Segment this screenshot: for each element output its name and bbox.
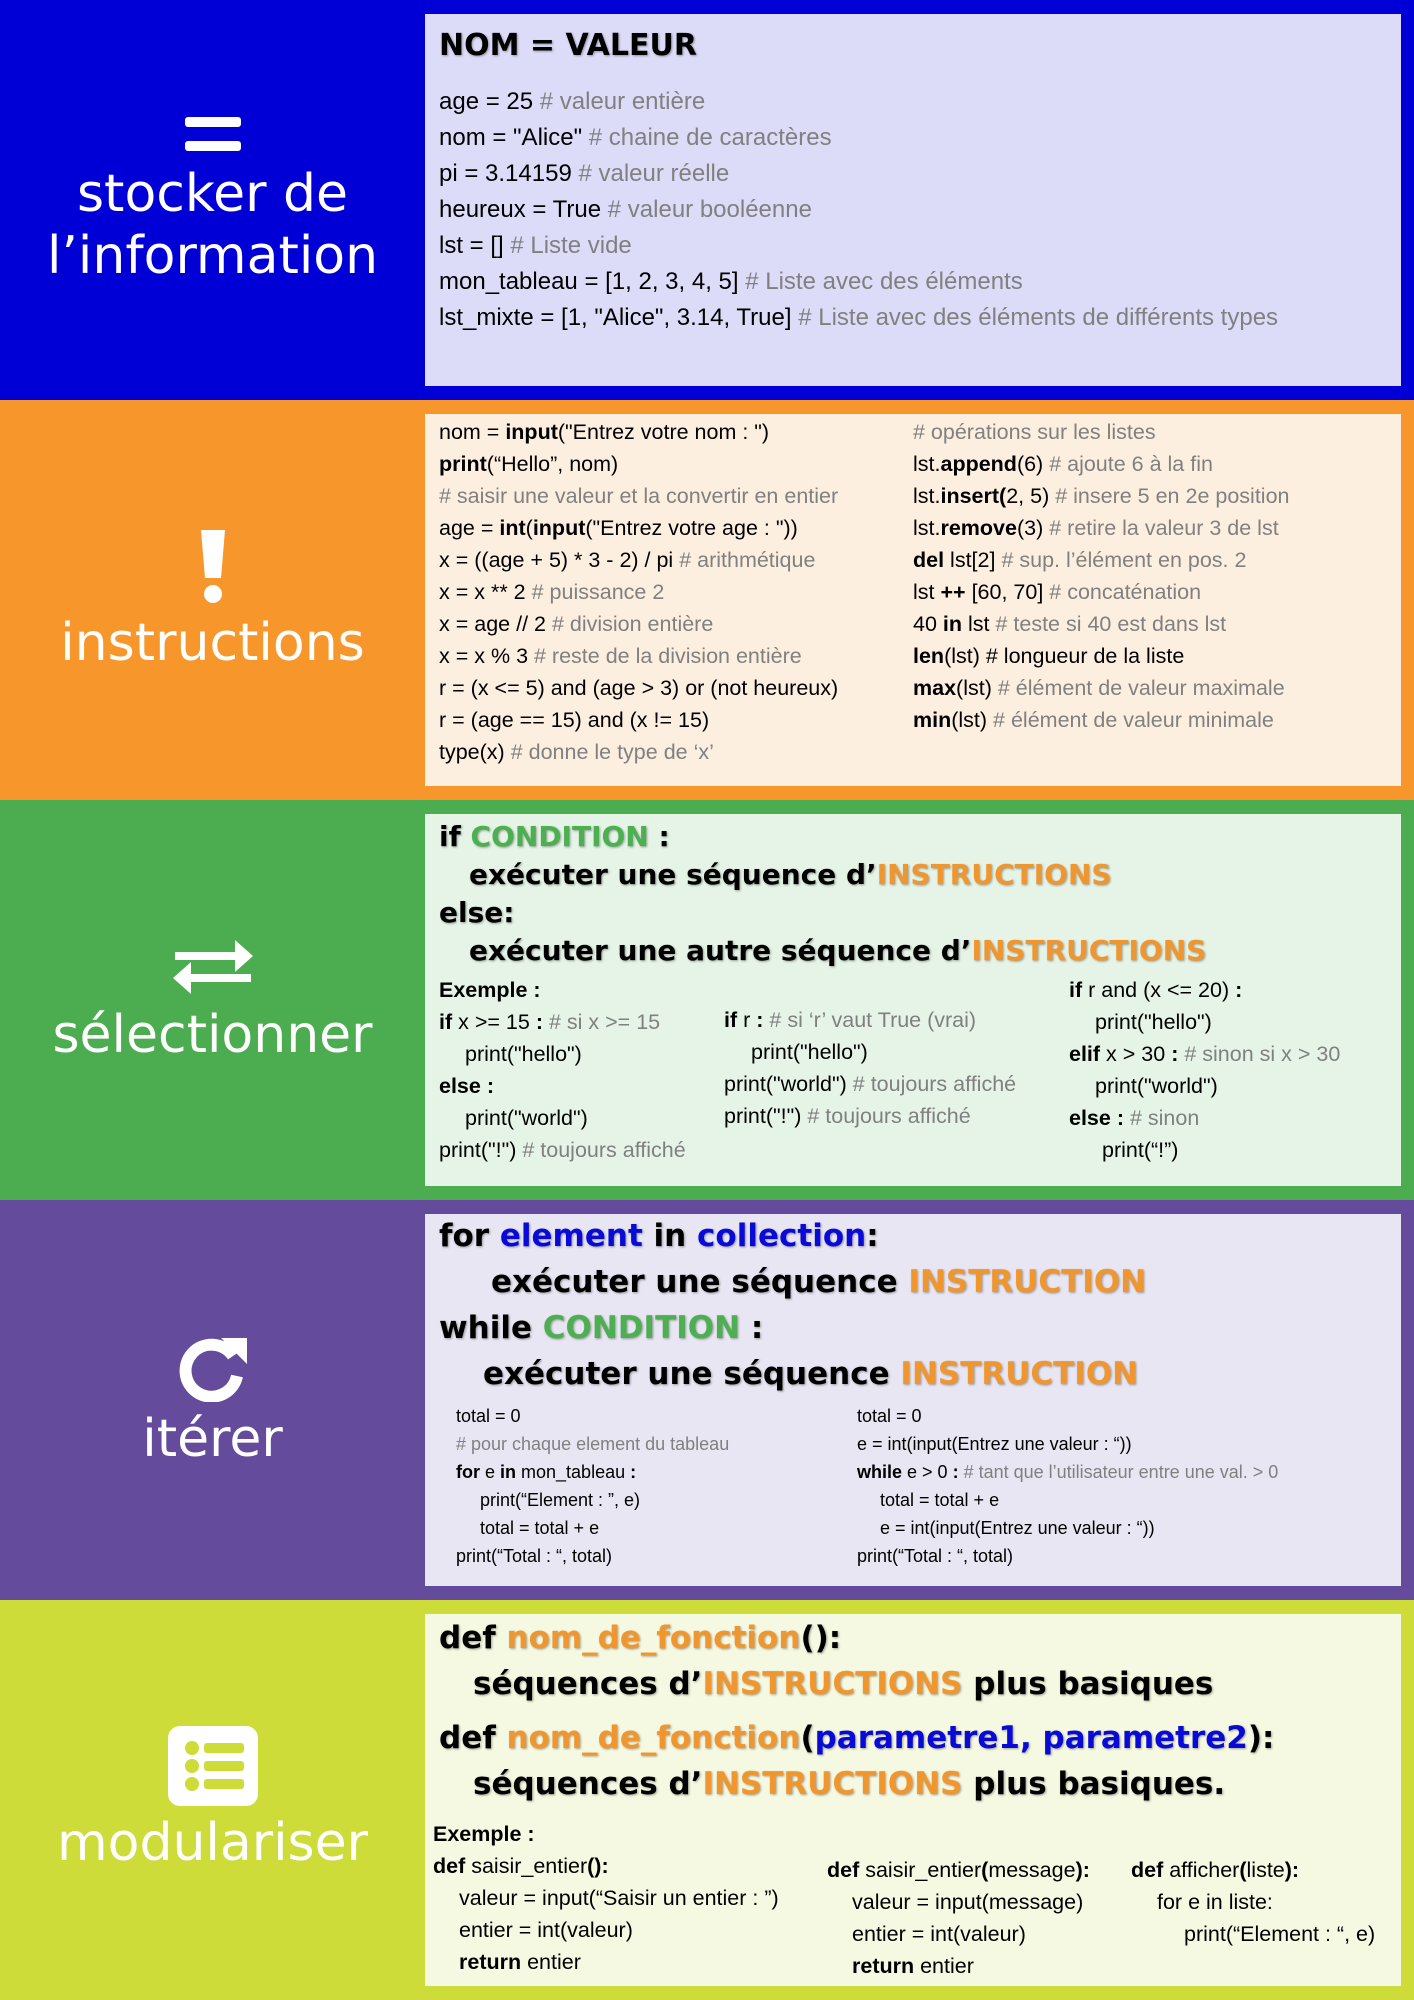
code-line: lst.insert(2, 5) # insere 5 en 2e position bbox=[913, 484, 1290, 508]
code-line: print(“Total : “, total) bbox=[456, 1546, 613, 1566]
while-body: exécuter une séquence INSTRUCTION bbox=[483, 1356, 1139, 1392]
code-line: print("!") # toujours affiché bbox=[724, 1104, 971, 1128]
code-line: x = x ** 2 # puissance 2 bbox=[439, 580, 665, 604]
section-iterate-panel bbox=[425, 1214, 1401, 1586]
section-iterate bbox=[0, 1200, 1414, 1600]
section-iterate-sidebar bbox=[0, 1200, 425, 1600]
else-body: exécuter une autre séquence d’INSTRUCTIONS bbox=[469, 934, 1207, 967]
section-modularize bbox=[0, 1600, 1414, 2000]
code-line: entier = int(valeur) bbox=[459, 1918, 633, 1942]
code-line: while e > 0 : # tant que l’utilisateur entre une val. > 0 bbox=[857, 1462, 1279, 1482]
code-line: total = total + e bbox=[880, 1490, 1000, 1510]
code-line: def saisir_entier(message): bbox=[827, 1858, 1090, 1882]
rotate-icon bbox=[175, 1330, 251, 1402]
list-icon bbox=[168, 1726, 258, 1806]
code-line: x = x % 3 # reste de la division entière bbox=[439, 644, 802, 668]
code-line: elif x > 30 : # sinon si x > 30 bbox=[1069, 1042, 1341, 1066]
section-select-panel bbox=[425, 814, 1401, 1186]
section-instructions-sidebar bbox=[0, 400, 425, 800]
section-select-label: sélectionner bbox=[52, 1005, 373, 1065]
code-line: e = int(input(Entrez une valeur : “)) bbox=[880, 1518, 1155, 1538]
code-line: entier = int(valeur) bbox=[852, 1922, 1026, 1946]
code-line: x = ((age + 5) * 3 - 2) / pi # arithmétique bbox=[439, 548, 816, 572]
code-line: del lst[2] # sup. l’élément en pos. 2 bbox=[913, 548, 1247, 572]
code-line: print(“!”) bbox=[1102, 1138, 1179, 1162]
code-line: if x >= 15 : # si x >= 15 bbox=[439, 1010, 661, 1034]
code-line: print(“Hello”, nom) bbox=[439, 452, 619, 476]
section-modularize-panel bbox=[425, 1614, 1401, 1986]
code-line: r = (age == 15) and (x != 15) bbox=[439, 708, 710, 732]
code-line: return entier bbox=[852, 1954, 974, 1978]
section-store-label-1: stocker de bbox=[76, 164, 349, 224]
code-comment: # saisir une valeur et la convertir en entier bbox=[439, 484, 839, 508]
code-line: print(“Element : “, e) bbox=[1184, 1922, 1376, 1946]
section-instructions bbox=[0, 400, 1414, 800]
code-line: print("hello") bbox=[751, 1040, 868, 1064]
code-line: nom = input("Entrez votre nom : ") bbox=[439, 420, 770, 444]
code-line: print(“Element : ”, e) bbox=[480, 1490, 641, 1510]
code-line: valeur = input(“Saisir un entier : ”) bbox=[459, 1886, 779, 1910]
equals-icon bbox=[181, 113, 245, 157]
code-line: nom = "Alice" # chaine de caractères bbox=[439, 124, 832, 151]
code-line: def saisir_entier(): bbox=[433, 1854, 609, 1878]
example-heading: Exemple : bbox=[433, 1822, 535, 1846]
code-line: print("world") bbox=[465, 1106, 588, 1130]
while-syntax: while CONDITION : bbox=[439, 1310, 764, 1346]
code-line: max(lst) # élément de valeur maximale bbox=[913, 676, 1285, 700]
code-line: print("!") # toujours affiché bbox=[439, 1138, 686, 1162]
exclamation-icon bbox=[193, 526, 233, 606]
section-select bbox=[0, 800, 1414, 1200]
section-store-title: NOM = VALEUR bbox=[439, 28, 697, 63]
for-body: exécuter une séquence INSTRUCTION bbox=[491, 1264, 1147, 1300]
code-line: lst.remove(3) # retire la valeur 3 de lst bbox=[913, 516, 1279, 540]
code-line: pi = 3.14159 # valeur réelle bbox=[439, 160, 730, 187]
def-params-syntax: def nom_de_fonction(parametre1, parametre2): bbox=[439, 1720, 1275, 1756]
code-line: for e in mon_tableau : bbox=[456, 1462, 637, 1482]
code-line: print("world") # toujours affiché bbox=[724, 1072, 1017, 1096]
section-select-sidebar bbox=[0, 800, 425, 1200]
code-line: len(lst) # longueur de la liste bbox=[913, 644, 1185, 668]
code-line: 40 in lst # teste si 40 est dans lst bbox=[913, 612, 1227, 636]
code-line: print("hello") bbox=[465, 1042, 582, 1066]
code-line: for e in liste: bbox=[1157, 1890, 1273, 1914]
code-line: x = age // 2 # division entière bbox=[439, 612, 714, 636]
code-line: mon_tableau = [1, 2, 3, 4, 5] # Liste avec des éléments bbox=[439, 268, 1023, 295]
code-line: print(“Total : “, total) bbox=[857, 1546, 1014, 1566]
code-line: r = (x <= 5) and (age > 3) or (not heureux) bbox=[439, 676, 839, 700]
code-comment: # pour chaque element du tableau bbox=[456, 1434, 730, 1454]
code-line: if r : # si ‘r’ vaut True (vrai) bbox=[724, 1008, 977, 1032]
code-line: def afficher(liste): bbox=[1131, 1858, 1300, 1882]
section-store-sidebar bbox=[0, 0, 425, 400]
code-line: valeur = input(message) bbox=[852, 1890, 1084, 1914]
def-params-body: séquences d’INSTRUCTIONS plus basiques. bbox=[473, 1766, 1226, 1802]
code-line: lst ++ [60, 70] # concaténation bbox=[913, 580, 1202, 604]
code-comment: # opérations sur les listes bbox=[913, 420, 1156, 444]
code-line: print("world") bbox=[1095, 1074, 1218, 1098]
code-line: lst = [] # Liste vide bbox=[439, 232, 632, 259]
code-line: e = int(input(Entrez une valeur : “)) bbox=[857, 1434, 1132, 1454]
section-store bbox=[0, 0, 1414, 400]
code-line: else : bbox=[439, 1074, 494, 1098]
section-iterate-label: itérer bbox=[142, 1409, 283, 1469]
code-line: lst.append(6) # ajoute 6 à la fin bbox=[913, 452, 1213, 476]
code-line: total = 0 bbox=[456, 1406, 521, 1426]
code-line: else : # sinon bbox=[1069, 1106, 1200, 1130]
code-line: total = 0 bbox=[857, 1406, 922, 1426]
section-instructions-panel bbox=[425, 414, 1401, 786]
code-line: type(x) # donne le type de ‘x’ bbox=[439, 740, 714, 764]
section-modularize-sidebar bbox=[0, 1600, 425, 2000]
code-line: age = int(input("Entrez votre age : ")) bbox=[439, 516, 798, 540]
if-body: exécuter une séquence d’INSTRUCTIONS bbox=[469, 858, 1112, 891]
code-line: total = total + e bbox=[480, 1518, 600, 1538]
section-modularize-label: modulariser bbox=[56, 1813, 369, 1873]
section-instructions-label: instructions bbox=[60, 613, 365, 673]
code-line: min(lst) # élément de valeur minimale bbox=[913, 708, 1274, 732]
code-line: lst_mixte = [1, "Alice", 3.14, True] # Liste avec des éléments de différents types bbox=[439, 304, 1279, 331]
else-syntax: else: bbox=[439, 896, 515, 929]
code-line: return entier bbox=[459, 1950, 581, 1974]
section-store-label-2: l’information bbox=[46, 226, 379, 286]
code-line: heureux = True # valeur booléenne bbox=[439, 196, 812, 223]
def-syntax: def nom_de_fonction(): bbox=[439, 1620, 842, 1656]
code-line: age = 25 # valeur entière bbox=[439, 88, 706, 115]
if-syntax: if CONDITION : bbox=[439, 820, 670, 853]
code-line: if r and (x <= 20) : bbox=[1069, 978, 1243, 1002]
for-syntax: for element in collection: bbox=[439, 1218, 879, 1254]
example-heading: Exemple : bbox=[439, 978, 541, 1002]
swap-arrows-icon bbox=[171, 934, 255, 998]
section-store-panel bbox=[425, 14, 1401, 386]
code-line: print("hello") bbox=[1095, 1010, 1212, 1034]
def-body: séquences d’INSTRUCTIONS plus basiques bbox=[473, 1666, 1214, 1702]
